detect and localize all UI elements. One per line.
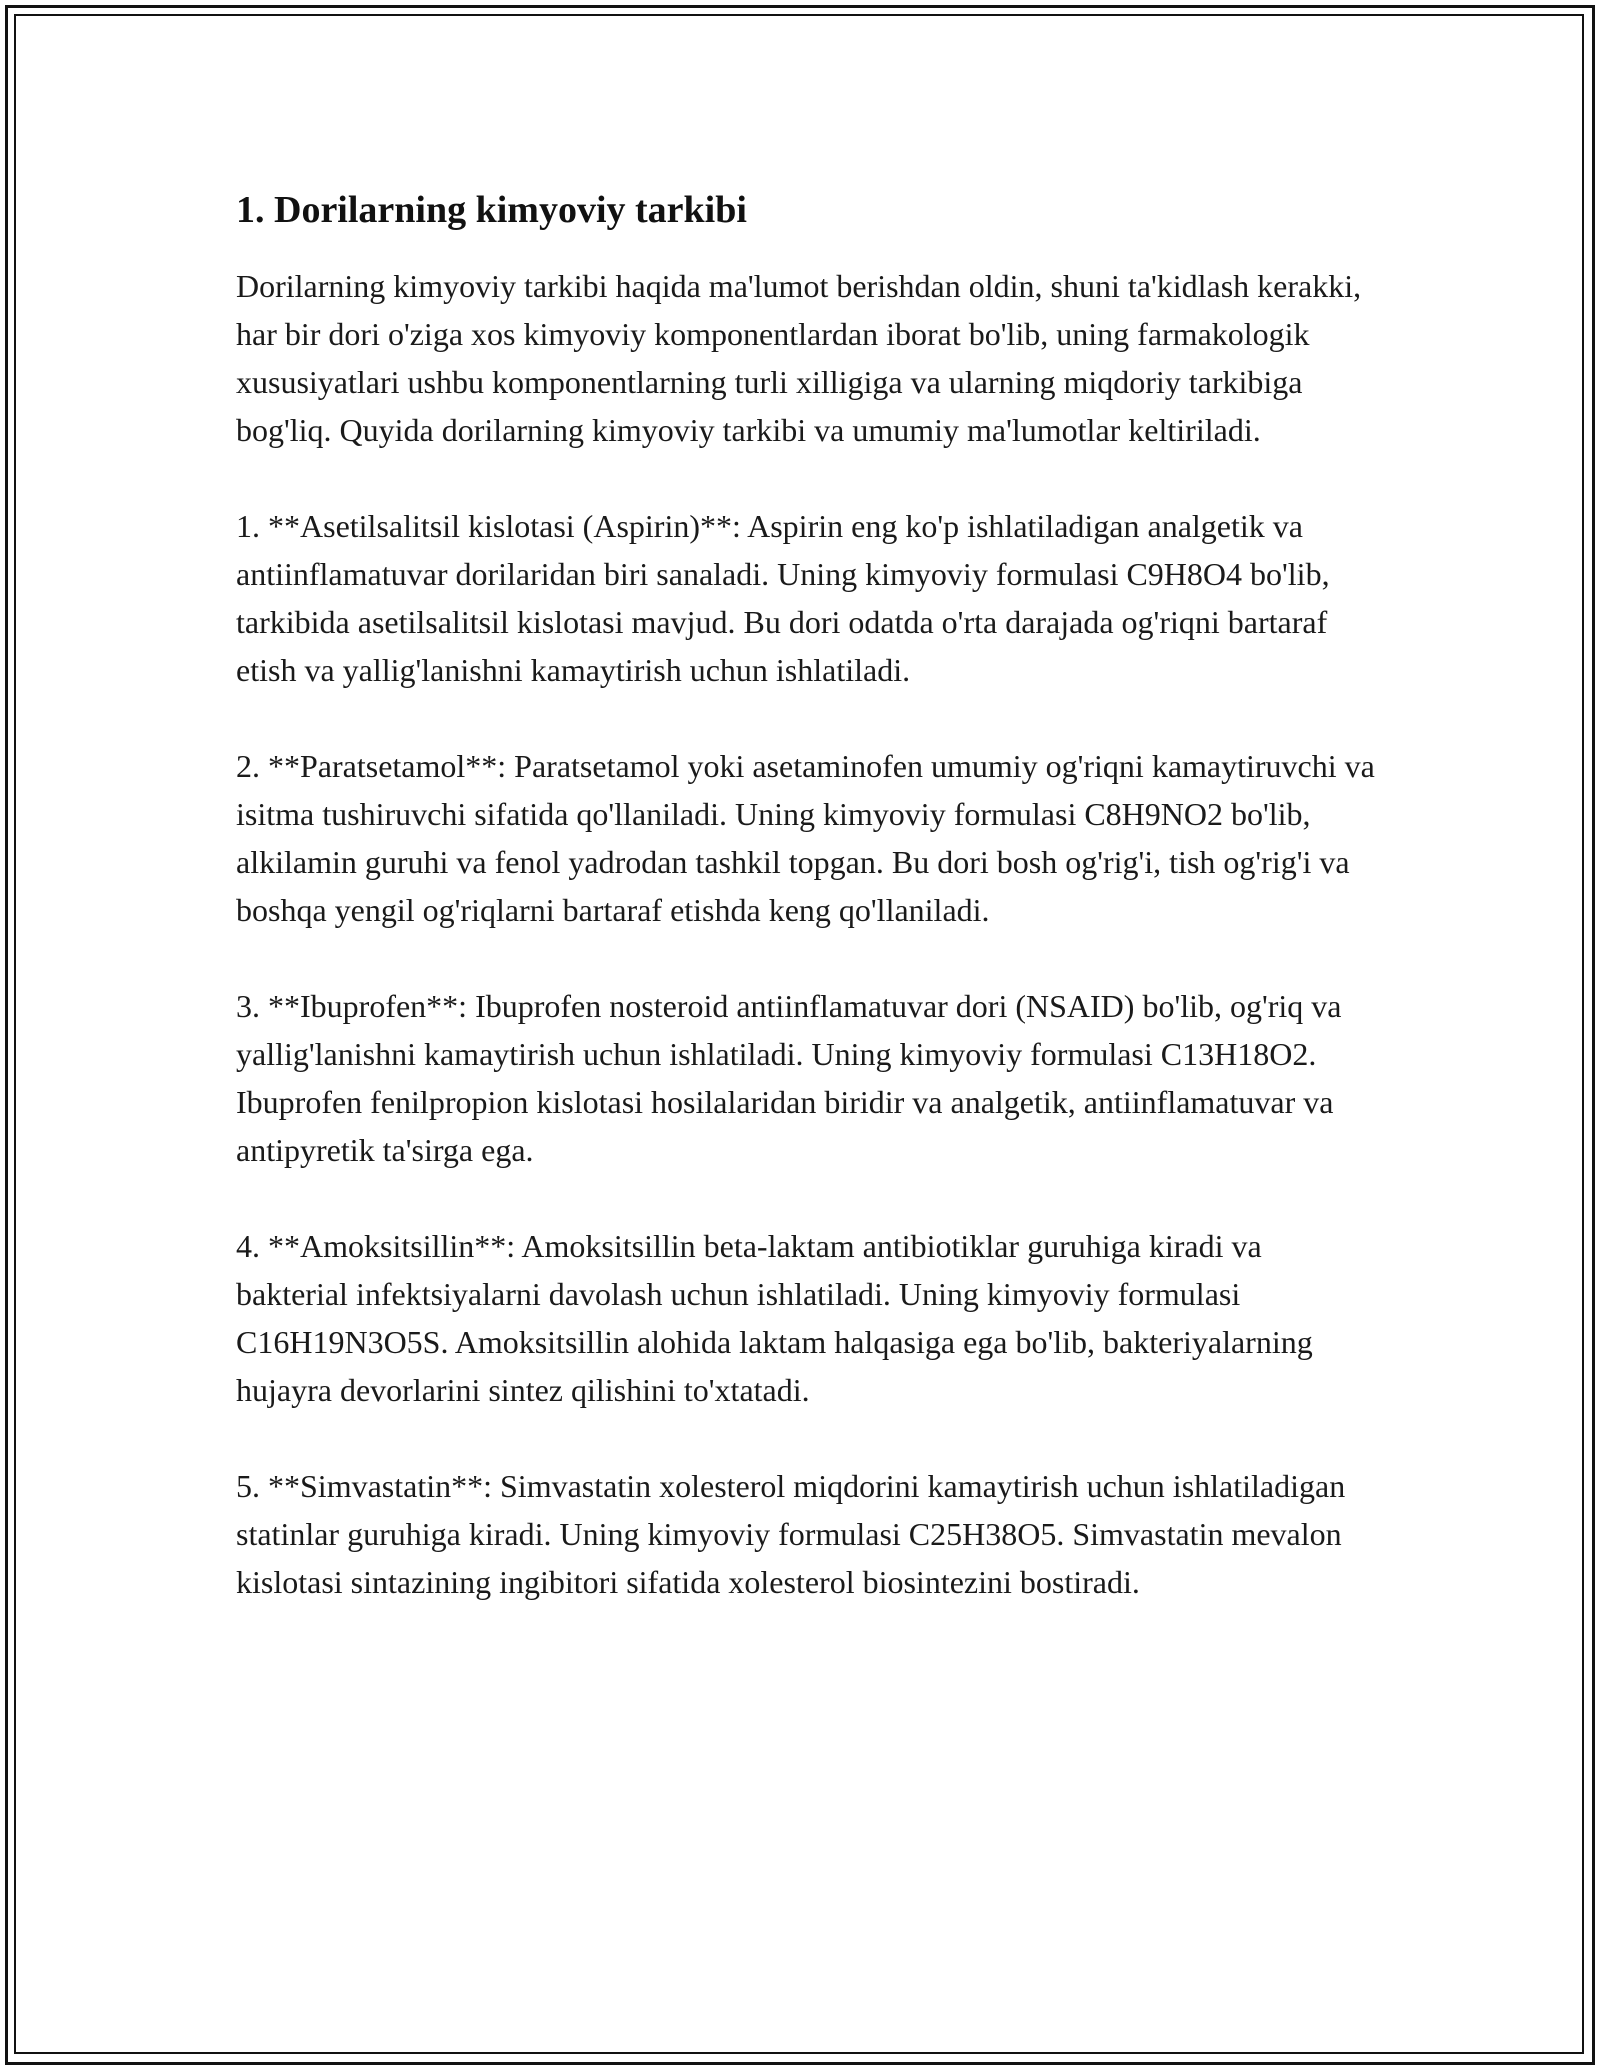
document-body	[236, 186, 1376, 1654]
list-item-paracetamol: 2. **Paratsetamol**: Paratsetamol yoki asetaminofen umumiy og'riqni kamaytiruvchi va isitma tushiruvchi sifatida qo'llaniladi. Uning kimyoviy formulasi C8H9NO2 bo'lib, alkilamin guruhi va fenol yadrodan tashkil topgan. Bu dori bosh og'rig'i, tish og'rig'i va boshqa yengil og'riqlarni bartaraf etishda keng qo'llaniladi.	[236, 748, 1375, 928]
intro-paragraph: Dorilarning kimyoviy tarkibi haqida ma'lumot berishdan oldin, shuni ta'kidlash kerakki, har bir dori o'ziga xos kimyoviy komponentlardan iborat bo'lib, uning farmakologik xususiyatlari ushbu komponentlarning turli xilligiga va ularning miqdoriy tarkibiga bog'liq. Quyida dorilarning kimyoviy tarkibi va umumiy ma'lumotlar keltiriladi.	[236, 268, 1362, 448]
list-item-amoxicillin: 4. **Amoksitsillin**: Amoksitsillin beta-laktam antibiotiklar guruhiga kiradi va bakterial infektsiyalarni davolash uchun ishlatiladi. Uning kimyoviy formulasi C16H19N3O5S. Amoksitsillin alohida laktam halqasiga ega bo'lib, bakteriyalarning hujayra devorlarini sintez qilishini to'xtatadi.	[236, 1228, 1313, 1408]
section-heading: 1. Dorilarning kimyoviy tarkibi	[236, 189, 747, 231]
list-item-simvastatin: 5. **Simvastatin**: Simvastatin xolesterol miqdorini kamaytirish uchun ishlatiladigan statinlar guruhiga kiradi. Uning kimyoviy formulasi C25H38O5. Simvastatin mevalon kislotasi sintazining ingibitori sifatida xolesterol biosintezini bostiradi.	[236, 1468, 1346, 1600]
list-item-aspirin: 1. **Asetilsalitsil kislotasi (Aspirin)**: Aspirin eng ko'p ishlatiladigan analgetik va antiinflamatuvar dorilaridan biri sanaladi. Uning kimyoviy formulasi C9H8O4 bo'lib, tarkibida asetilsalitsil kislotasi mavjud. Bu dori odatda o'rta darajada og'riqni bartaraf etish va yallig'lanishni kamaytirish uchun ishlatiladi.	[236, 508, 1330, 688]
list-item-ibuprofen: 3. **Ibuprofen**: Ibuprofen nosteroid antiinflamatuvar dori (NSAID) bo'lib, og'riq va yallig'lanishni kamaytirish uchun ishlatiladi. Uning kimyoviy formulasi C13H18O2. Ibuprofen fenilpropion kislotasi hosilalaridan biridir va analgetik, antiinflamatuvar va antipyretik ta'sirga ega.	[236, 988, 1342, 1168]
